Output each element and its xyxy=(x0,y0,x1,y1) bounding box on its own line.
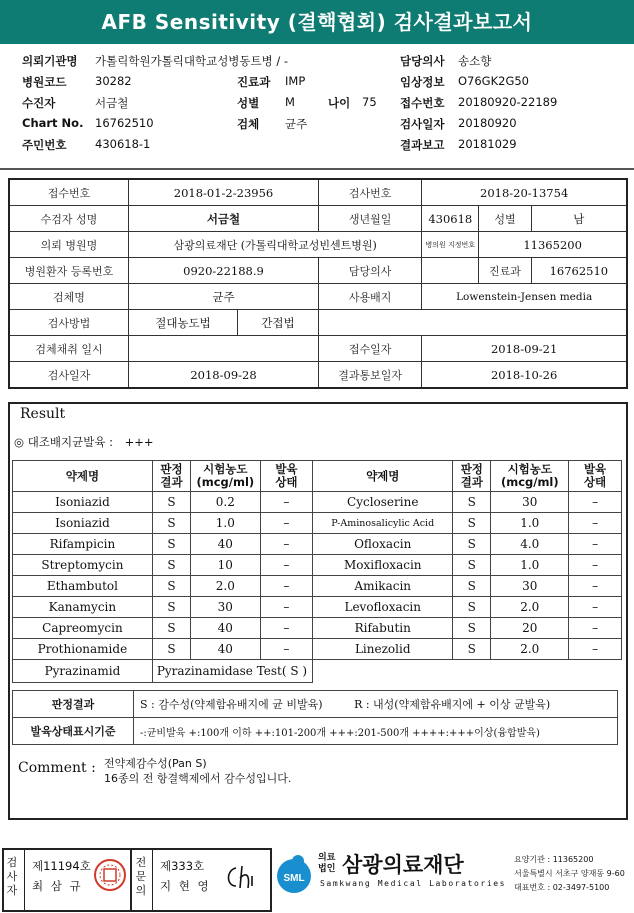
table-cell: – xyxy=(260,513,313,534)
table-cell: 2.0 xyxy=(191,576,260,597)
table-cell: – xyxy=(260,597,313,618)
table-cell: 30 xyxy=(491,492,569,513)
dept-value: IMP xyxy=(285,74,306,88)
conc-col-header xyxy=(491,461,569,492)
cell xyxy=(422,258,479,284)
signature-icon xyxy=(222,860,262,894)
info-row xyxy=(9,336,627,362)
legend-row xyxy=(13,691,618,718)
comment-label: Comment : xyxy=(18,760,96,776)
table-cell: Prothionamide xyxy=(13,639,153,660)
header-text: 시험농도 xyxy=(203,462,248,476)
table-cell: S xyxy=(453,534,491,555)
receipt-label: 접수번호 xyxy=(400,96,445,110)
table-cell: 2.0 xyxy=(491,597,569,618)
info-row xyxy=(9,258,627,284)
cell: 진료과 xyxy=(479,258,531,284)
table-cell: S xyxy=(152,618,190,639)
cell: 수검자 성명 xyxy=(9,206,129,232)
header-text: 약제명 xyxy=(366,468,400,483)
seal-stamp-icon xyxy=(93,858,127,892)
table-cell: – xyxy=(569,618,622,639)
table-cell: – xyxy=(569,639,622,660)
info-row xyxy=(9,206,627,232)
header-text: 상태 xyxy=(275,475,298,489)
table-cell: Kanamycin xyxy=(13,597,153,618)
cell: 남 xyxy=(531,206,627,232)
table-row xyxy=(13,492,622,513)
table-cell: 1.0 xyxy=(491,555,569,576)
table-cell: 40 xyxy=(191,618,260,639)
table-cell: 10 xyxy=(191,555,260,576)
org-contact xyxy=(514,853,625,895)
cell xyxy=(319,310,628,336)
header-text: 판정 xyxy=(460,462,483,476)
testdate-value: 20180920 xyxy=(458,116,517,130)
logo-text: SML xyxy=(283,873,305,884)
table-cell: 1.0 xyxy=(491,513,569,534)
cell: 검사방법 xyxy=(9,310,129,336)
clinic-label: 임상정보 xyxy=(400,75,445,89)
dept-label: 진료과 xyxy=(237,75,271,89)
cell: 결과통보일자 xyxy=(319,362,422,389)
table-cell: 20 xyxy=(491,618,569,639)
testdate-label: 검사일자 xyxy=(400,117,445,131)
report-title: AFB Sensitivity (결핵협회) 검사결과보고서 xyxy=(0,0,634,44)
table-cell: Rifabutin xyxy=(313,618,453,639)
table-cell: S xyxy=(152,513,190,534)
info-row xyxy=(9,284,627,310)
sex-value: M xyxy=(285,95,295,109)
cell: 430618 xyxy=(422,206,479,232)
cell: 병의원 지정번호 xyxy=(422,232,479,258)
judge-legend-value xyxy=(134,691,618,718)
table-cell: 0.2 xyxy=(191,492,260,513)
cell: 병원환자 등록번호 xyxy=(9,258,129,284)
table-cell: Moxifloxacin xyxy=(313,555,453,576)
cell: 절대농도법 xyxy=(129,310,238,336)
table-cell: Linezolid xyxy=(313,639,453,660)
table-cell: 40 xyxy=(191,639,260,660)
table-cell: Levofloxacin xyxy=(313,597,453,618)
cell: 검체명 xyxy=(9,284,129,310)
cell: 2018-09-21 xyxy=(422,336,627,362)
table-cell: 4.0 xyxy=(491,534,569,555)
table-row xyxy=(13,597,622,618)
table-cell: 40 xyxy=(191,534,260,555)
recipient-value: 서금철 xyxy=(95,96,129,110)
table-cell: 30 xyxy=(491,576,569,597)
table-cell: – xyxy=(260,555,313,576)
report-label: 결과보고 xyxy=(400,138,445,152)
phone: 대표번호 : 02-3497-5100 xyxy=(514,883,610,892)
info-row xyxy=(9,232,627,258)
chart-label: Chart No. xyxy=(22,116,84,130)
table-cell: – xyxy=(260,576,313,597)
table-row xyxy=(13,534,622,555)
code-label: 병원코드 xyxy=(22,75,67,89)
growth-col-header xyxy=(569,461,622,492)
address: 서울특별시 서초구 양재동 9-60 xyxy=(514,869,625,878)
table-cell: – xyxy=(260,492,313,513)
cell: 접수번호 xyxy=(9,179,129,206)
table-cell: – xyxy=(569,534,622,555)
table-cell: – xyxy=(260,618,313,639)
doctor-value: 송소향 xyxy=(458,54,492,68)
header-text: 상태 xyxy=(583,475,607,489)
header-text: 발육 xyxy=(583,462,607,476)
age-value: 75 xyxy=(362,95,377,109)
cell: 접수일자 xyxy=(319,336,422,362)
drug-table xyxy=(12,460,622,683)
doctor-label: 담당의사 xyxy=(400,54,445,68)
info-row xyxy=(9,310,627,336)
table-row xyxy=(13,555,622,576)
cell: 삼광의료재단 (가톨릭대학교성빈센트병원) xyxy=(129,232,422,258)
specimen-label: 검체 xyxy=(237,117,260,131)
divider xyxy=(130,850,132,910)
table-cell: Isoniazid xyxy=(13,513,153,534)
cell: 검사번호 xyxy=(319,179,422,206)
specimen-value: 균주 xyxy=(285,117,308,131)
specialist-vertical: 전문의 xyxy=(135,856,147,897)
table-cell: S xyxy=(453,597,491,618)
cell: 검사일자 xyxy=(9,362,129,389)
judge-s-text: S : 감수성(약제함유배지에 균 비발육) xyxy=(140,698,323,711)
chart-value: 16762510 xyxy=(95,116,154,130)
table-cell: Streptomycin xyxy=(13,555,153,576)
empty-cell xyxy=(313,660,622,683)
info-table xyxy=(8,178,628,389)
result-title: Result xyxy=(20,406,66,422)
cell: 담당의사 xyxy=(319,258,422,284)
table-cell: Ofloxacin xyxy=(313,534,453,555)
info-row xyxy=(9,179,627,206)
table-cell: S xyxy=(453,555,491,576)
pyrazinamide-row xyxy=(13,660,622,683)
cell: 16762510 xyxy=(531,258,627,284)
cell: 의뢰 병원명 xyxy=(9,232,129,258)
control-growth-label: ◎ 대조배지균발육 : xyxy=(14,435,113,449)
clinic-value: O76GK2G50 xyxy=(458,74,529,88)
drug-rows xyxy=(13,492,622,683)
conc-col-header xyxy=(191,461,260,492)
comment-line: 16종의 전 항결핵제에서 감수성입니다. xyxy=(104,772,292,785)
table-row xyxy=(13,618,622,639)
tester-number: 제11194호 xyxy=(32,859,91,873)
header-text: 발육 xyxy=(275,462,298,476)
pyrazinamide-test: Pyrazinamidase Test( S ) xyxy=(152,660,313,683)
growth-legend-value: -:균비발육 +:100개 이하 ++:101-200개 +++:201-500개 ++++:+++이상(융합발육) xyxy=(134,718,618,745)
header-text: 판정 xyxy=(160,462,183,476)
table-row xyxy=(13,513,622,534)
age-label: 나이 xyxy=(328,96,351,110)
divider xyxy=(152,850,153,910)
cell: 간접법 xyxy=(238,310,319,336)
table-cell: – xyxy=(569,492,622,513)
specialist-number: 제333호 xyxy=(160,859,205,873)
judge-legend-label: 판정결과 xyxy=(13,691,134,718)
cell: 서금철 xyxy=(129,206,319,232)
pyrazinamide-name: Pyrazinamid xyxy=(13,660,153,683)
table-cell: 30 xyxy=(191,597,260,618)
table-cell: – xyxy=(260,534,313,555)
judge-col-header xyxy=(152,461,190,492)
table-cell: 2.0 xyxy=(491,639,569,660)
id-label: 주민번호 xyxy=(22,138,67,152)
table-cell: – xyxy=(569,576,622,597)
sex-label: 성별 xyxy=(237,96,260,110)
table-cell: S xyxy=(453,492,491,513)
table-cell: Isoniazid xyxy=(13,492,153,513)
judge-col-header xyxy=(453,461,491,492)
judge-r-text: R : 내성(약제함유배지에 + 이상 균발육) xyxy=(354,698,551,711)
table-cell: Amikacin xyxy=(313,576,453,597)
header-text: (mcg/ml) xyxy=(500,475,559,489)
header-text: (mcg/ml) xyxy=(196,475,255,489)
recipient-label: 수진자 xyxy=(22,96,56,110)
growth-legend-label: 발육상태표시기준 xyxy=(13,718,134,745)
table-cell: S xyxy=(453,639,491,660)
table-cell: S xyxy=(453,576,491,597)
report-value: 20181029 xyxy=(458,137,517,151)
table-cell: S xyxy=(152,597,190,618)
cell: 2018-10-26 xyxy=(422,362,627,389)
table-row xyxy=(13,576,622,597)
inst-label: 의뢰기관명 xyxy=(22,54,78,68)
receipt-value: 20180920-22189 xyxy=(458,95,558,109)
table-cell: Rifampicin xyxy=(13,534,153,555)
cell: 사용배지 xyxy=(319,284,422,310)
table-cell: Ethambutol xyxy=(13,576,153,597)
cell: 균주 xyxy=(129,284,319,310)
tester-vertical: 검사자 xyxy=(6,856,18,897)
specialist-name: 지 현 영 xyxy=(160,879,211,893)
cell: 0920-22188.9 xyxy=(129,258,319,284)
divider xyxy=(24,850,25,910)
drug-col-header xyxy=(313,461,453,492)
comment-line: 전약제감수성(Pan S) xyxy=(104,757,207,770)
cell xyxy=(129,336,319,362)
org-prefix: 의료 법인 xyxy=(318,853,336,874)
table-cell: S xyxy=(453,513,491,534)
table-cell: 1.0 xyxy=(191,513,260,534)
inst-value: 가톨릭학원가톨릭대학교성병동트병 / - xyxy=(95,54,289,68)
table-cell: S xyxy=(152,639,190,660)
care-number: 요양기관 : 11365200 xyxy=(514,855,594,864)
sml-logo-icon xyxy=(272,852,316,896)
org-english-name: Samkwang Medical Laboratories xyxy=(320,879,507,888)
drug-col-header xyxy=(13,461,153,492)
control-growth xyxy=(14,434,154,450)
table-cell: Cycloserine xyxy=(313,492,453,513)
table-cell: Capreomycin xyxy=(13,618,153,639)
header-text: 시험농도 xyxy=(507,462,552,476)
table-cell: S xyxy=(152,576,190,597)
table-row xyxy=(13,639,622,660)
cell: 생년월일 xyxy=(319,206,422,232)
header-text: 약제명 xyxy=(65,468,100,483)
table-cell: – xyxy=(569,555,622,576)
table-cell: S xyxy=(152,492,190,513)
cell: 11365200 xyxy=(479,232,627,258)
cell: Lowenstein-Jensen media xyxy=(422,284,627,310)
org-name: 삼광의료재단 xyxy=(342,853,464,877)
growth-col-header xyxy=(260,461,313,492)
drug-header-row xyxy=(13,461,622,492)
table-cell: – xyxy=(260,639,313,660)
header-text: 결과 xyxy=(160,475,183,489)
cell: 2018-20-13754 xyxy=(422,179,627,206)
header-text: 결과 xyxy=(460,475,483,489)
table-cell: P-Aminosalicylic Acid xyxy=(313,513,453,534)
cell: 2018-09-28 xyxy=(129,362,319,389)
info-row xyxy=(9,362,627,389)
legend-row xyxy=(13,718,618,745)
table-cell: S xyxy=(453,618,491,639)
table-cell: – xyxy=(569,513,622,534)
table-cell: S xyxy=(152,534,190,555)
comment-text xyxy=(104,756,291,786)
header-separator xyxy=(0,168,634,170)
cell: 검체채취 일시 xyxy=(9,336,129,362)
table-cell: – xyxy=(569,597,622,618)
table-cell: S xyxy=(152,555,190,576)
id-value: 430618-1 xyxy=(95,137,151,151)
cell: 성별 xyxy=(479,206,531,232)
control-growth-value: +++ xyxy=(124,435,154,449)
code-value: 30282 xyxy=(95,74,132,88)
legend-table xyxy=(12,690,618,745)
tester-name: 최 삼 규 xyxy=(32,879,83,893)
cell: 2018-01-2-23956 xyxy=(129,179,319,206)
